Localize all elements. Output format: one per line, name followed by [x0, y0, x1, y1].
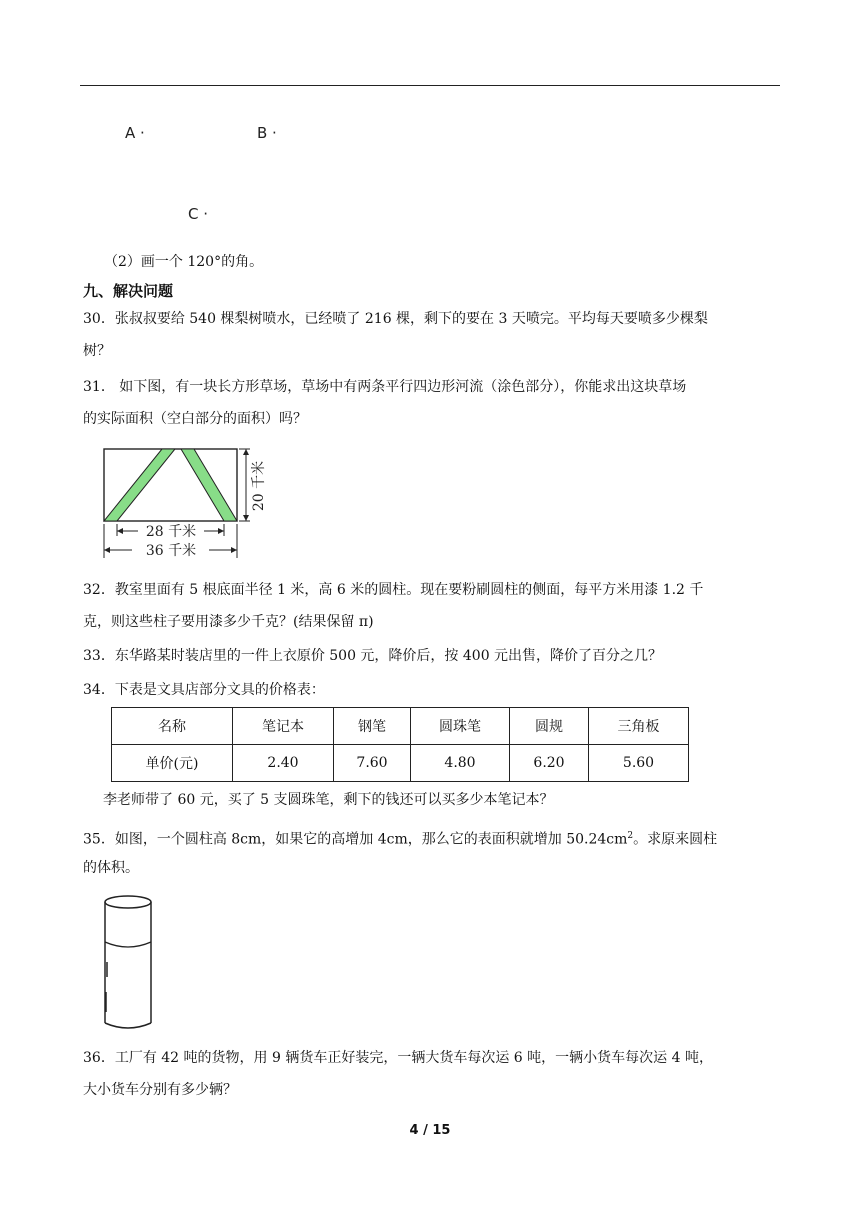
q30-line1: 30．张叔叔要给 540 棵梨树喷水，已经喷了 216 棵，剩下的要在 3 天喷完。平均每天要喷多少棵梨 — [83, 311, 708, 327]
table-row — [112, 745, 689, 782]
table-cell: 5.60 — [589, 745, 689, 782]
cylinder-figure — [100, 892, 156, 1032]
q35-text: 35．如图，一个圆柱高 8cm，如果它的高增加 4cm，那么它的表面积就增加 50.24cm — [83, 831, 628, 848]
table-cell: 圆珠笔 — [411, 708, 510, 745]
q31-line2: 的实际面积（空白部分的面积）吗？ — [83, 411, 307, 427]
q35-line1 — [83, 826, 783, 850]
task-draw-angle: （2）画一个 120°的角。 — [104, 254, 264, 270]
field-figure — [98, 444, 278, 562]
outer-width-label: 36 千米 — [145, 543, 197, 559]
table-cell: 4.80 — [411, 745, 510, 782]
table-cell: 名称 — [112, 708, 233, 745]
cylinder-bottom — [105, 1023, 151, 1028]
table-cell: 圆规 — [510, 708, 589, 745]
point-a-label: A · — [125, 124, 145, 142]
header-rule — [80, 85, 780, 86]
q35-line2: 的体积。 — [83, 860, 139, 876]
table-cell: 钢笔 — [334, 708, 411, 745]
q33-text: 33．东华路某时装店里的一件上衣原价 500 元，降价后，按 400 元出售，降价了百分之几？ — [83, 648, 663, 664]
q32-line2: 克，则这些柱子要用漆多少千克？(结果保留 π) — [83, 614, 374, 630]
inner-width-label: 28 千米 — [145, 524, 197, 540]
table-cell: 7.60 — [334, 745, 411, 782]
q30-line2: 树？ — [83, 343, 111, 359]
q36-line2: 大小货车分别有多少辆？ — [83, 1082, 237, 1098]
section-title: 九、解决问题 — [83, 282, 174, 300]
page-number: 4 / 15 — [409, 1123, 451, 1138]
cylinder-top — [105, 896, 151, 908]
table-cell: 6.20 — [510, 745, 589, 782]
height-label: 20 千米 — [251, 460, 267, 512]
table-cell: 笔记本 — [233, 708, 334, 745]
table-cell: 2.40 — [233, 745, 334, 782]
q35-text-end: 。求原来圆柱 — [633, 831, 718, 848]
point-b-label: B · — [257, 124, 277, 142]
q35-superscript: 2 — [627, 831, 634, 841]
q34-intro: 34．下表是文具店部分文具的价格表： — [83, 682, 325, 698]
q32-line1: 32．教室里面有 5 根底面半径 1 米，高 6 米的圆柱。现在要粉刷圆柱的侧面，每平方米用漆 1.2 千 — [83, 582, 704, 598]
table-cell: 单价(元) — [112, 745, 233, 782]
q31-line1: 31． 如下图，有一块长方形草场，草场中有两条平行四边形河流（涂色部分），你能求出这块草场 — [83, 379, 687, 395]
q36-line1: 36．工厂有 42 吨的货物，用 9 辆货车正好装完，一辆大货车每次运 6 吨，一辆小货车每次运 4 吨， — [83, 1050, 713, 1066]
q34-question: 李老师带了 60 元，买了 5 支圆珠笔，剩下的钱还可以买多少本笔记本？ — [103, 792, 554, 808]
price-table — [111, 707, 689, 782]
table-header-row — [112, 708, 689, 745]
table-cell: 三角板 — [589, 708, 689, 745]
cylinder-cut-line — [105, 942, 151, 947]
point-c-label: C · — [188, 205, 209, 223]
